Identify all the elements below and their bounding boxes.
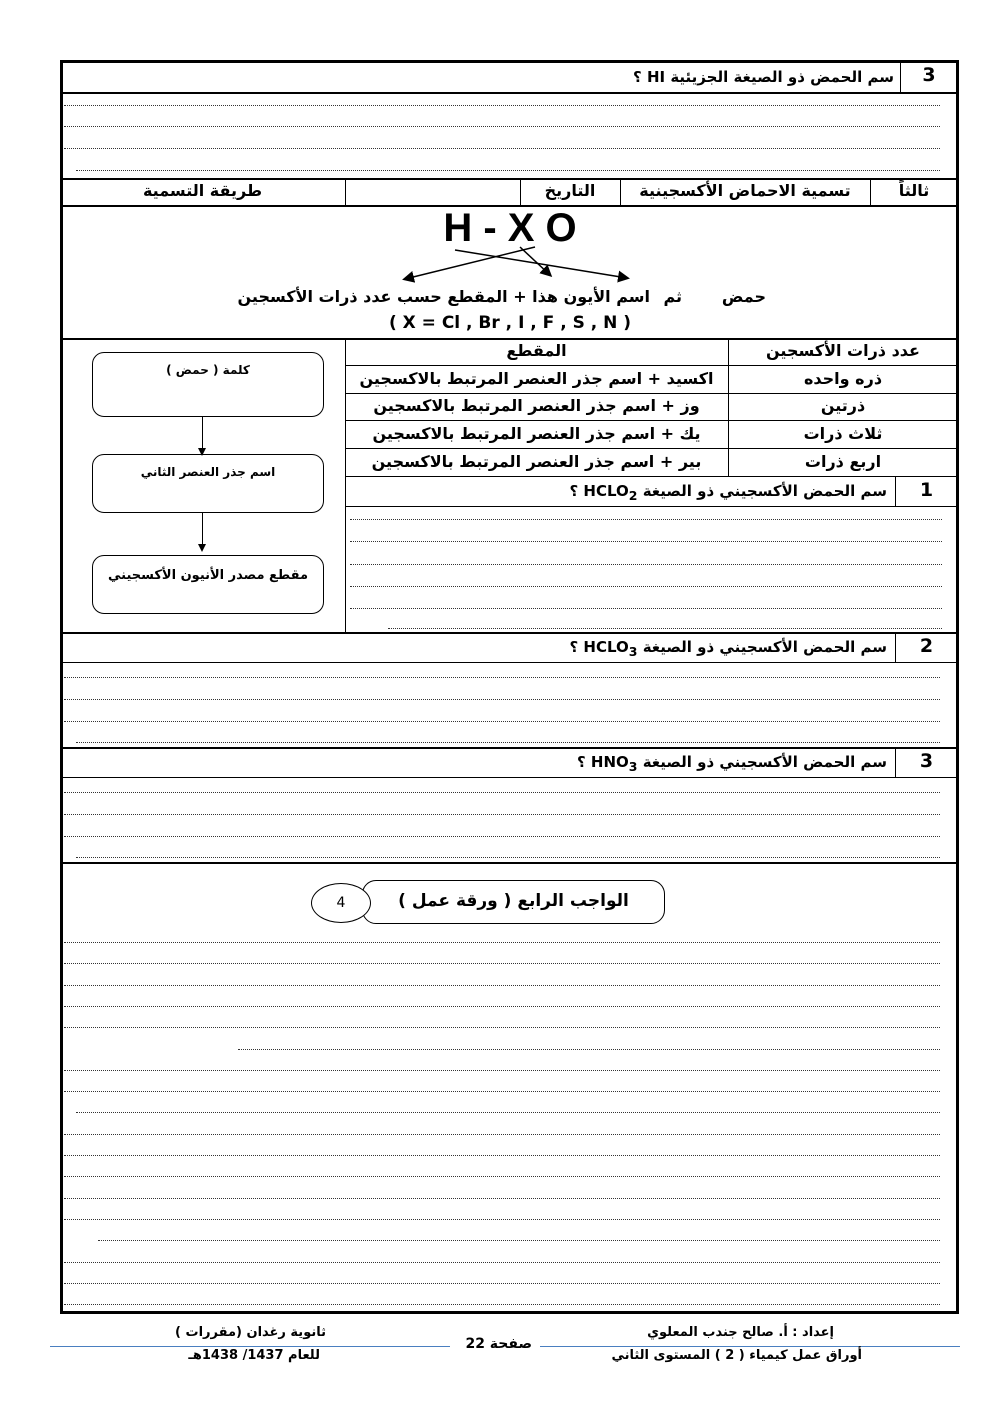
answer-line[interactable] — [76, 857, 940, 858]
answer-line[interactable] — [64, 105, 940, 106]
answer-line[interactable] — [98, 1240, 940, 1241]
answer-line[interactable] — [64, 1283, 940, 1284]
answer-line[interactable] — [64, 1027, 940, 1028]
table-header-suffix: المقطع — [506, 341, 567, 360]
table-cell: ذره واحده — [803, 369, 883, 388]
formula-arrows — [395, 245, 645, 285]
question-text: سم الحمض ذو الصيغة الجزيئية HI ؟ — [633, 68, 894, 86]
footer-line — [540, 1346, 960, 1347]
formula-main: H - X O — [443, 206, 577, 250]
footer-subject: أوراق عمل كيمياء ( 2 ) المستوى الثاني — [611, 1348, 862, 1363]
table-cell: ثلاث ذرات — [803, 424, 883, 443]
table-cell: ذرتين — [820, 396, 866, 415]
table-cell: يك + اسم جذر العنصر المرتبط بالاكسجين — [372, 424, 701, 443]
page-number: صفحة 22 — [465, 1336, 532, 1352]
table-cell: اربع ذرات — [804, 452, 882, 471]
answer-line[interactable] — [350, 586, 942, 587]
footer-line — [50, 1346, 450, 1347]
formula-then: ثم — [663, 287, 682, 306]
answer-line[interactable] — [76, 170, 940, 171]
question-number: 3 — [922, 64, 936, 86]
answer-line[interactable] — [64, 814, 940, 815]
answer-line[interactable] — [64, 699, 940, 700]
table-header-oxygen-count: عدد ذرات الأكسجين — [766, 341, 920, 360]
question-text: سم الحمض الأكسجيني ذو الصيغة $HNO_3$ ؟ — [576, 753, 887, 774]
answer-line[interactable] — [64, 985, 940, 986]
answer-line[interactable] — [64, 1304, 940, 1305]
table-cell: وز + اسم جذر العنصر المرتبط بالاكسجين — [373, 396, 700, 415]
answer-line[interactable] — [64, 148, 940, 149]
answer-line[interactable] — [64, 1176, 940, 1177]
answer-line[interactable] — [64, 126, 940, 127]
answer-line[interactable] — [238, 1049, 940, 1050]
answer-line[interactable] — [64, 1070, 940, 1071]
answer-line[interactable] — [64, 1198, 940, 1199]
question-number: 2 — [919, 635, 934, 657]
homework-title: الواجب الرابع ( ورقة عمل ) — [362, 880, 665, 924]
answer-line[interactable] — [64, 1262, 940, 1263]
footer-school: ثانوية رغدان (مقررات ) — [175, 1325, 326, 1340]
answer-line[interactable] — [350, 608, 942, 609]
answer-line[interactable] — [76, 742, 940, 743]
question-number: 3 — [919, 750, 934, 772]
method-label: طريقة التسمية — [142, 181, 263, 200]
answer-line[interactable] — [64, 1219, 940, 1220]
answer-line[interactable] — [350, 541, 942, 542]
flow-box-element-root: اسم جذر العنصر الثاني — [92, 454, 324, 513]
table-cell: بير + اسم جذر العنصر المرتبط بالاكسجين — [371, 452, 702, 471]
table-cell: اكسيد + اسم جذر العنصر المرتبط بالاكسجين — [359, 369, 714, 388]
answer-line[interactable] — [64, 1155, 940, 1156]
section-number: ثالثاً — [898, 181, 930, 200]
flow-box-acid-word: كلمة ( حمض ) — [92, 352, 324, 417]
answer-line[interactable] — [64, 1134, 940, 1135]
answer-line[interactable] — [64, 1006, 940, 1007]
homework-number: 4 — [311, 883, 371, 923]
arrow-down-icon — [202, 417, 203, 454]
footer-author: إعداد : أ. صالح جندب المعلوي — [647, 1325, 834, 1340]
answer-line[interactable] — [388, 628, 942, 629]
answer-line[interactable] — [64, 677, 940, 678]
answer-line[interactable] — [64, 836, 940, 837]
date-field[interactable] — [345, 180, 520, 204]
answer-line[interactable] — [76, 1112, 940, 1113]
question-text: سم الحمض الأكسجيني ذو الصيغة $HCLO_3$ ؟ — [569, 638, 887, 659]
answer-line[interactable] — [64, 792, 940, 793]
answer-line[interactable] — [64, 1091, 940, 1092]
answer-line[interactable] — [64, 721, 940, 722]
answer-line[interactable] — [64, 963, 940, 964]
answer-line[interactable] — [350, 519, 942, 520]
formula-rest: اسم الأيون هذا + المقطع حسب عدد ذرات الأكسجين — [237, 287, 650, 306]
footer-year: للعام 1437/ 1438هـ — [188, 1348, 320, 1363]
question-number: 1 — [919, 479, 934, 501]
x-values: ( X = Cl , Br , I , F , S , N ) — [388, 313, 632, 333]
question-text: سم الحمض الأكسجيني ذو الصيغة $HCLO_2$ ؟ — [569, 482, 887, 503]
arrow-down-icon — [202, 513, 203, 550]
section-title: تسمية الاحماض الأكسجينية — [639, 181, 851, 200]
flow-box-anion-suffix: مقطع مصدر الأنيون الأكسجيني — [92, 555, 324, 614]
formula-acid: حمض — [721, 287, 766, 306]
date-label: التاريخ — [544, 181, 596, 200]
answer-line[interactable] — [350, 564, 942, 565]
answer-line[interactable] — [64, 942, 940, 943]
